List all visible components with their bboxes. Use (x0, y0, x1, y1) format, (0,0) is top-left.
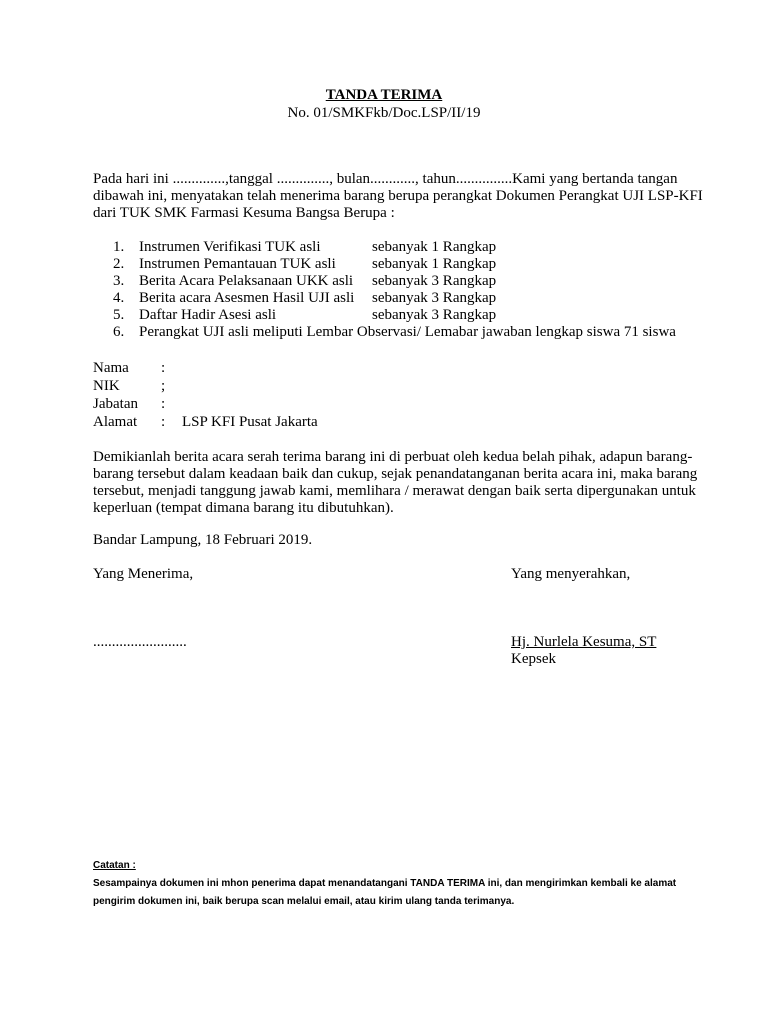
item-quantity: sebanyak 1 Rangkap (372, 239, 497, 255)
field-jabatan (93, 395, 493, 413)
item-quantity: sebanyak 3 Rangkap (372, 273, 497, 289)
item-text: Berita Acara Pelaksanaan UKK asli (139, 273, 354, 289)
list-item (93, 290, 733, 307)
item-quantity: sebanyak 1 Rangkap (372, 256, 497, 272)
item-number: 1. (113, 239, 125, 255)
field-label: Alamat (93, 414, 138, 430)
note-section (93, 857, 713, 911)
field-nik (93, 377, 493, 395)
giver-name: Hj. Nurlela Kesuma, ST (511, 634, 657, 650)
field-label: Nama (93, 360, 129, 376)
giver-label: Yang menyerahkan, (511, 566, 631, 582)
field-separator: ; (161, 378, 166, 394)
recipient-fields (93, 359, 493, 431)
closing-paragraph: Demikianlah berita acara serah terima barang ini di perbuat oleh kedua belah pihak, adapun barang-barang tersebut dalam keadaan baik dan cukup, sejak penandatanganan berita acara ini, maka barang tersebut, menjadi tanggung jawab kami, memlihara / merawat dengan baik serta dipergunakan untuk keperluan (tempat dimana barang itu dibutuhkan). (93, 449, 698, 516)
field-separator: : (161, 414, 166, 430)
item-number: 2. (113, 256, 125, 272)
item-text: Perangkat UJI asli meliputi Lembar Observasi/ Lemabar jawaban lengkap siswa 71 siswa (139, 324, 676, 340)
field-label: Jabatan (93, 396, 138, 412)
item-number: 3. (113, 273, 125, 289)
list-item (93, 256, 733, 273)
item-number: 5. (113, 307, 125, 323)
item-number: 6. (113, 324, 125, 340)
item-quantity: sebanyak 3 Rangkap (372, 307, 497, 323)
note-title: Catatan : (93, 860, 136, 871)
note-text: Sesampainya dokumen ini mhon penerima dapat menandatangani TANDA TERIMA ini, dan mengirimkan kembali ke alamat pengirim dokumen ini, baik berupa scan melalui email, atau kirim ulang tanda terimanya. (93, 878, 677, 907)
field-separator: : (161, 360, 166, 376)
item-text: Instrumen Verifikasi TUK asli (139, 239, 321, 255)
item-text: Instrumen Pemantauan TUK asli (139, 256, 336, 272)
item-list (93, 239, 733, 341)
field-label: NIK (93, 378, 120, 394)
field-value: LSP KFI Pusat Jakarta (182, 414, 318, 430)
field-nama (93, 359, 493, 377)
document-number: No. 01/SMKFkb/Doc.LSP/II/19 (287, 105, 481, 121)
giver-title: Kepsek (511, 651, 556, 667)
item-quantity: sebanyak 3 Rangkap (372, 290, 497, 306)
list-item (93, 324, 733, 341)
intro-paragraph: Pada hari ini ..............,tanggal .............., bulan............, tahun...............Kami yang bertanda tangan dibawah ini, menyatakan telah menerima barang berupa perangkat Dokumen Perangkat UJI LSP-KFI dari TUK SMK Farmasi Kesuma Bangsa Berupa : (93, 171, 703, 221)
list-item (93, 273, 733, 290)
place-date: Bandar Lampung, 18 Februari 2019. (93, 532, 313, 548)
document-title: TANDA TERIMA (325, 87, 443, 103)
item-text: Daftar Hadir Asesi asli (139, 307, 277, 323)
receiver-name: ......................... (93, 634, 187, 650)
field-alamat (93, 413, 493, 431)
item-number: 4. (113, 290, 125, 306)
field-separator: : (161, 396, 166, 412)
list-item (93, 239, 733, 256)
list-item (93, 307, 733, 324)
item-text: Berita acara Asesmen Hasil UJI asli (139, 290, 355, 306)
receiver-label: Yang Menerima, (93, 566, 194, 582)
